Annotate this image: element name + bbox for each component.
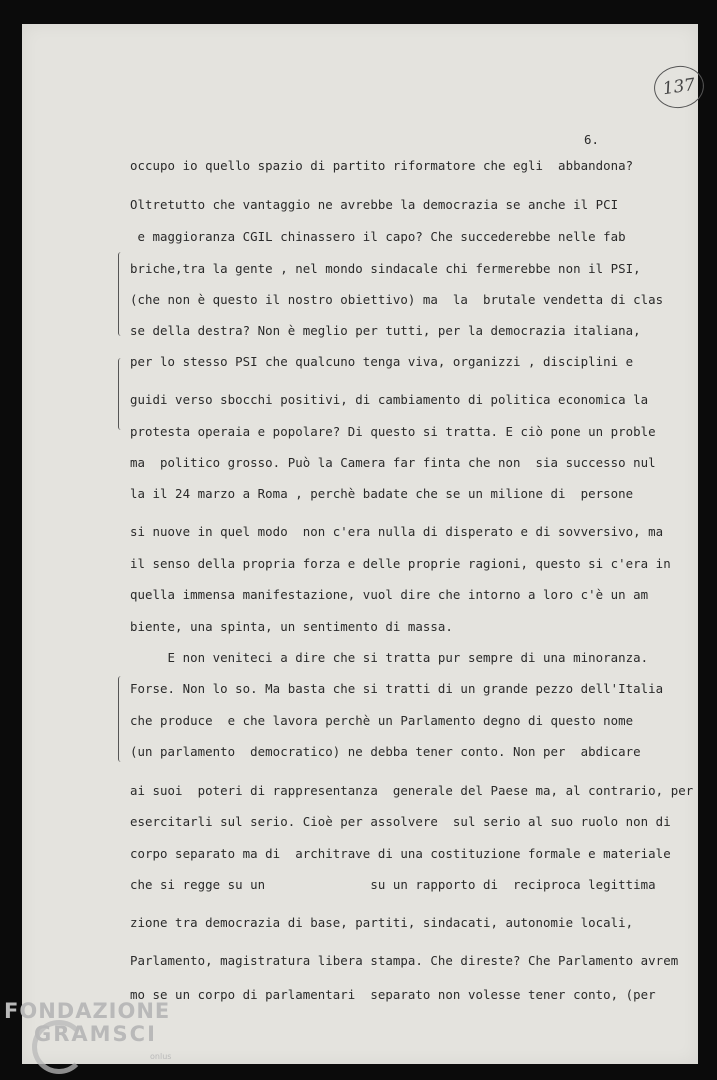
text-line: se della destra? Non è meglio per tutti, per la democrazia italiana, xyxy=(130,323,641,338)
archive-number-stamp: 137 xyxy=(651,63,706,112)
watermark-line3: onlus xyxy=(150,1052,172,1061)
text-line: il senso della propria forza e delle proprie ragioni, questo si c'era in xyxy=(130,556,671,571)
text-line: biente, una spinta, un sentimento di massa. xyxy=(130,619,453,634)
document-page xyxy=(22,24,698,1064)
text-line: quella immensa manifestazione, vuol dire che intorno a loro c'è un am xyxy=(130,587,649,602)
text-line: ai suoi poteri di rappresentanza generale del Paese ma, al contrario, per xyxy=(130,783,694,798)
text-line: (che non è questo il nostro obiettivo) ma la brutale vendetta di clas xyxy=(130,292,664,307)
text-line: che si regge su un su un rapporto di reciproca legittima xyxy=(130,877,656,892)
watermark-logo xyxy=(4,999,172,1061)
text-line: la il 24 marzo a Roma , perchè badate che se un milione di persone xyxy=(130,486,634,501)
text-line: per lo stesso PSI che qualcuno tenga viva, organizzi , disciplini e xyxy=(130,354,634,369)
text-line: Oltretutto che vantaggio ne avrebbe la democrazia se anche il PCI xyxy=(130,197,619,212)
text-line: mo se un corpo di parlamentari separato non volesse tener conto, (per xyxy=(130,987,656,1002)
text-line: Forse. Non lo so. Ma basta che si tratti di un grande pezzo dell'Italia xyxy=(130,681,664,696)
text-line: che produce e che lavora perchè un Parlamento degno di questo nome xyxy=(130,713,634,728)
margin-bracket-3 xyxy=(118,676,125,762)
text-line: briche,tra la gente , nel mondo sindacale chi fermerebbe non il PSI, xyxy=(130,261,641,276)
text-line: si nuove in quel modo non c'era nulla di disperato e di sovversivo, ma xyxy=(130,524,664,539)
text-line: E non veniteci a dire che si tratta pur sempre di una minoranza. xyxy=(130,650,649,665)
text-line: (un parlamento democratico) ne debba tener conto. Non per abdicare xyxy=(130,744,641,759)
text-line: occupo io quello spazio di partito riformatore che egli abbandona? xyxy=(130,158,634,173)
margin-bracket-1 xyxy=(118,252,125,336)
page-number: 6. xyxy=(584,132,599,147)
text-line: e maggioranza CGIL chinassero il capo? Che succederebbe nelle fab xyxy=(130,229,626,244)
text-line: esercitarli sul serio. Cioè per assolvere sul serio al suo ruolo non di xyxy=(130,814,671,829)
watermark-line2: GRAMSCI xyxy=(34,1022,157,1046)
text-line: protesta operaia e popolare? Di questo si tratta. E ciò pone un proble xyxy=(130,424,656,439)
text-line: corpo separato ma di architrave di una costituzione formale e materiale xyxy=(130,846,671,861)
text-line: zione tra democrazia di base, partiti, sindacati, autonomie locali, xyxy=(130,915,634,930)
text-line: Parlamento, magistratura libera stampa. Che direste? Che Parlamento avrem xyxy=(130,953,679,968)
text-line: ma politico grosso. Può la Camera far finta che non sia successo nul xyxy=(130,455,656,470)
watermark-line1: FONDAZIONE xyxy=(4,999,171,1023)
gramsci-g-icon xyxy=(32,1020,86,1074)
text-line: guidi verso sbocchi positivi, di cambiamento di politica economica la xyxy=(130,392,649,407)
margin-bracket-2 xyxy=(118,358,125,430)
